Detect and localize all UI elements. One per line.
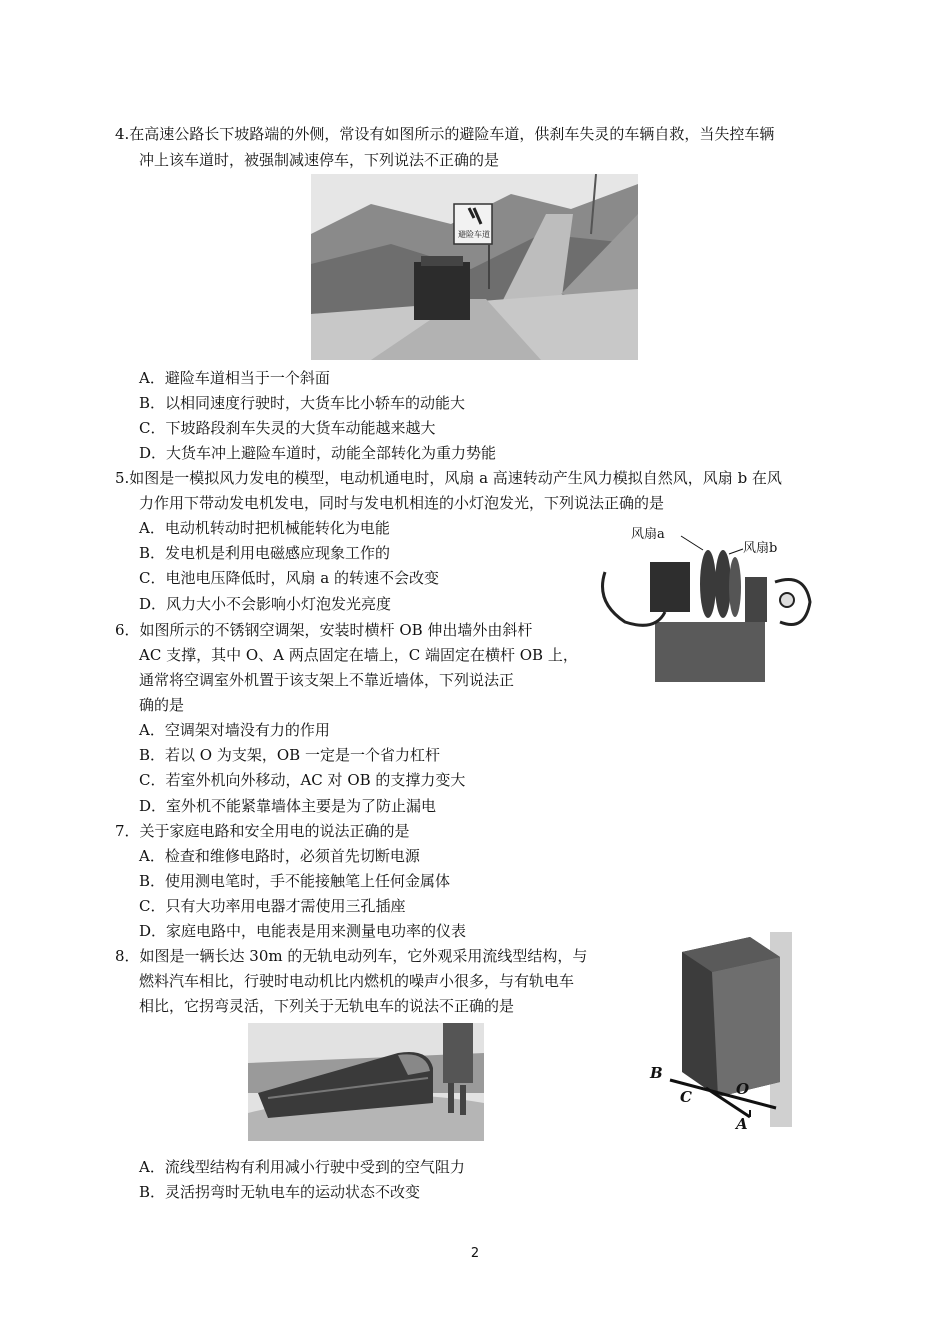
q5-option-b: B．发电机是利用电磁感应现象工作的 — [139, 544, 391, 562]
ac-bracket-figure — [640, 932, 800, 1132]
q6-stem-line3: 通常将空调室外机置于该支架上不靠近墙体，下列说法正 — [139, 671, 515, 689]
q8-stem-line3: 相比，它拐弯灵活，下列关于无轨电车的说法不正确的是 — [139, 997, 515, 1015]
q8-option-b: B．灵活拐弯时无轨电车的运动状态不改变 — [139, 1183, 421, 1201]
label-a: A — [736, 1115, 748, 1132]
q6-option-c: C．若室外机向外移动，AC 对 OB 的支撑力变大 — [139, 771, 466, 789]
label-c: C — [680, 1088, 692, 1106]
q5-option-c: C．电池电压降低时，风扇 a 的转速不会改变 — [139, 569, 439, 587]
q8-stem-line2: 燃料汽车相比，行驶时电动机比内燃机的噪声小很多，与有轨电车 — [139, 972, 575, 990]
q5-option-a: A．电动机转动时把机械能转化为电能 — [139, 519, 390, 537]
fan-a-label: 风扇a — [631, 527, 665, 542]
q6-stem-line4: 确的是 — [139, 696, 185, 714]
runaway-ramp-photo — [311, 174, 638, 360]
q7-option-a: A．检查和维修电路时，必须首先切断电源 — [139, 847, 420, 865]
q6-option-b: B．若以 O 为支架，OB 一定是一个省力杠杆 — [139, 746, 440, 764]
q7-option-d: D．家庭电路中，电能表是用来测量电功率的仪表 — [139, 922, 467, 940]
fan-b-label: 风扇b — [743, 541, 778, 556]
q8-stem-line1: 8．如图是一辆长达 30m 的无轨电动列车，它外观采用流线型结构，与 — [115, 947, 588, 965]
q5-stem-line2: 力作用下带动发电机发电，同时与发电机相连的小灯泡发光，下列说法正确的是 — [139, 494, 665, 512]
q6-option-a: A．空调架对墙没有力的作用 — [139, 721, 330, 739]
trackless-tram-illustration — [248, 1023, 484, 1141]
label-b: B — [650, 1064, 663, 1082]
q4-option-b: B．以相同速度行驶时，大货车比小轿车的动能大 — [139, 394, 466, 412]
q7-option-b: B．使用测电笔时，手不能接触笔上任何金属体 — [139, 872, 451, 890]
q6-stem-line2: AC 支撑，其中 O、A 两点固定在墙上，C 端固定在横杆 OB 上， — [139, 646, 578, 664]
label-o: O — [736, 1080, 750, 1098]
trackless-tram-photo — [248, 1023, 484, 1141]
wind-generator-illustration — [595, 522, 820, 694]
q4-stem-line1: 4.在高速公路长下坡路端的外侧，常设有如图所示的避险车道，供刹车失灵的车辆自救，当失控车辆 — [115, 125, 775, 143]
q4-option-a: A．避险车道相当于一个斜面 — [139, 369, 330, 387]
q6-stem-line1: 6．如图所示的不锈钢空调架，安装时横杆 OB 伸出墙外由斜杆 — [115, 621, 533, 639]
ac-bracket-illustration — [640, 932, 800, 1132]
q8-option-a: A．流线型结构有利用减小行驶中受到的空气阻力 — [139, 1158, 465, 1176]
q7-option-c: C．只有大功率用电器才需使用三孔插座 — [139, 897, 406, 915]
q4-option-c: C．下坡路段刹车失灵的大货车动能越来越大 — [139, 419, 436, 437]
ramp-sign-text: 避险车道 — [458, 230, 490, 239]
q5-stem-line1: 5.如图是一模拟风力发电的模型，电动机通电时，风扇 a 高速转动产生风力模拟自然风，风扇 b 在风 — [115, 469, 782, 487]
q4-stem-line2: 冲上该车道时，被强制减速停车，下列说法不正确的是 — [139, 151, 500, 169]
q4-option-d: D．大货车冲上避险车道时，动能全部转化为重力势能 — [139, 444, 497, 462]
q5-option-d: D．风力大小不会影响小灯泡发光亮度 — [139, 595, 392, 613]
wind-generator-figure — [595, 522, 820, 694]
q7-stem-line1: 7．关于家庭电路和安全用电的说法正确的是 — [115, 822, 410, 840]
q6-option-d: D．室外机不能紧靠墙体主要是为了防止漏电 — [139, 797, 437, 815]
runaway-ramp-illustration — [311, 174, 638, 360]
page-number: 2 — [470, 1246, 480, 1261]
